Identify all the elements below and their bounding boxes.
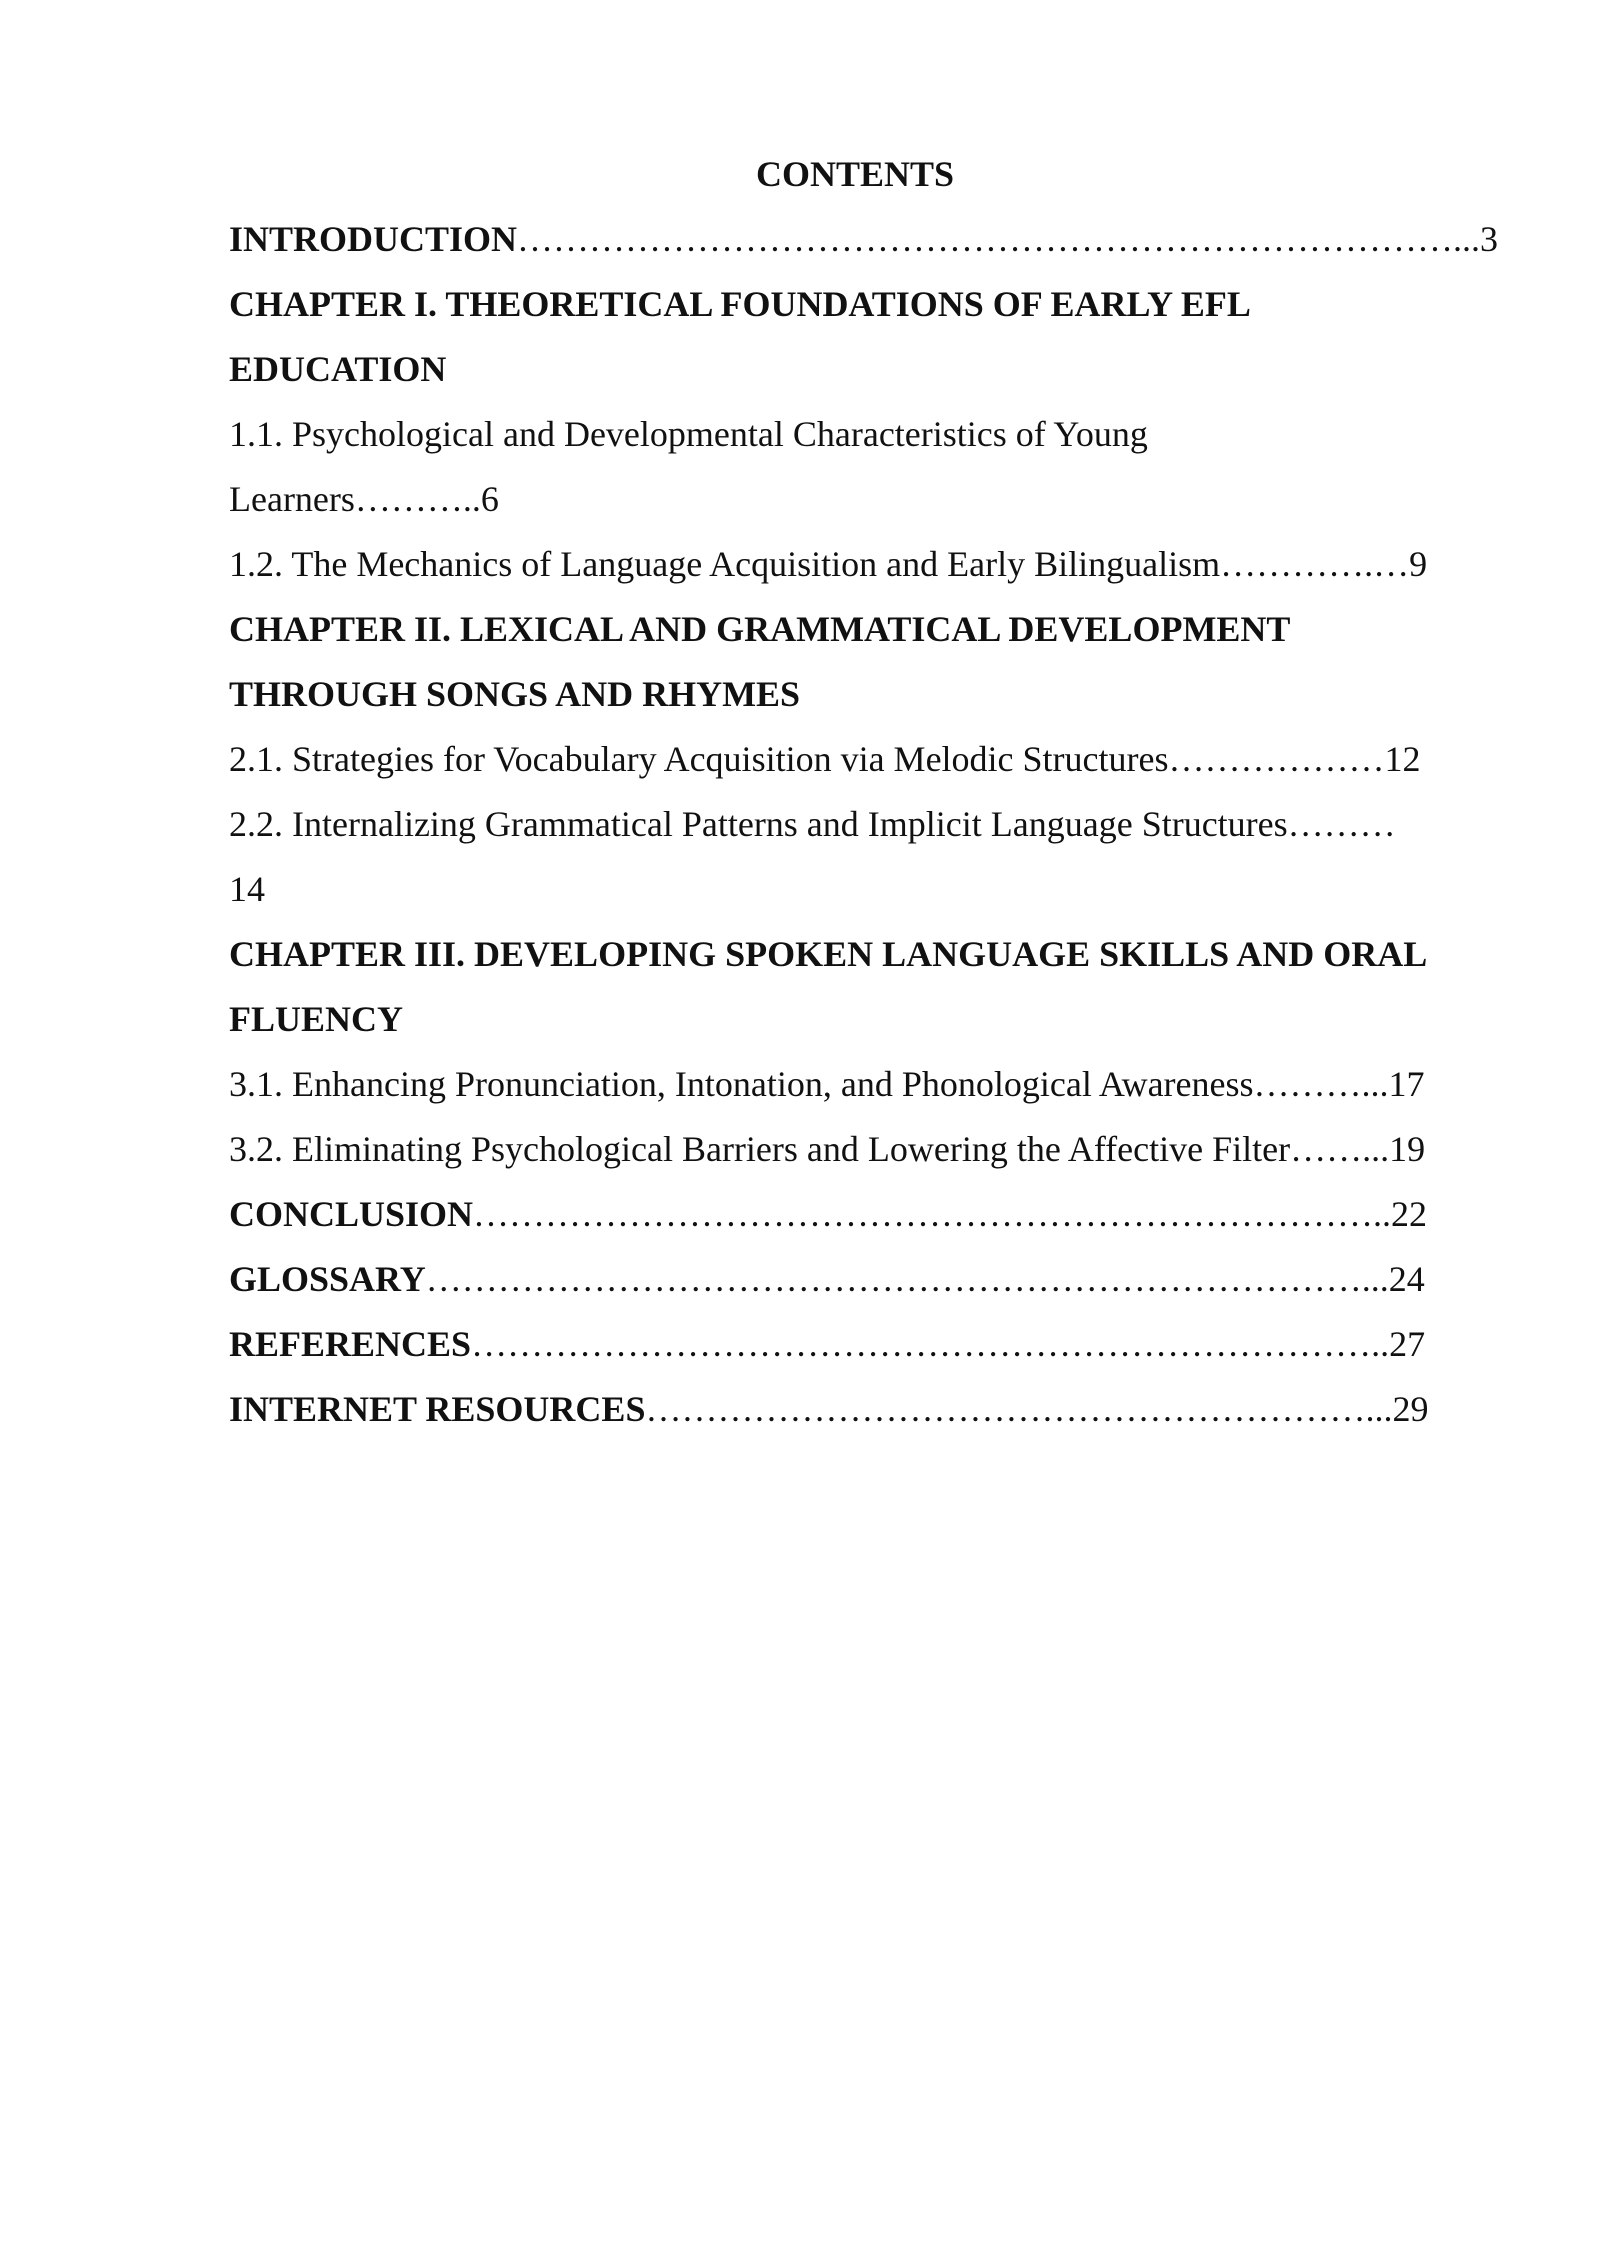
toc-section-2-2-line-1: 2.2. Internalizing Grammatical Patterns and Implicit Language Structures……… [229, 804, 1396, 844]
toc-chapter-3-heading-line-2: FLUENCY [229, 999, 404, 1039]
toc-leader: …………………………………………………………………..27 [471, 1324, 1426, 1364]
toc-entry-glossary [229, 1247, 1487, 1312]
toc-section-3-2: 3.2. Eliminating Psychological Barriers and Lowering the Affective Filter……...19 [229, 1129, 1426, 1169]
toc-chapter-3-heading-line-1: CHAPTER III. DEVELOPING SPOKEN LANGUAGE SKILLS AND ORAL [229, 934, 1428, 974]
toc-entry-conclusion [229, 1182, 1487, 1247]
toc-chapter-2-heading-line-1: CHAPTER II. LEXICAL AND GRAMMATICAL DEVELOPMENT [229, 609, 1291, 649]
toc-heading: CONCLUSION [229, 1194, 474, 1234]
toc-entry-internet-resources [229, 1377, 1487, 1442]
toc-section-1-1-line-2: Learners………..6 [229, 479, 499, 519]
toc-section-1-2: 1.2. The Mechanics of Language Acquisition and Early Bilingualism………….…9 [229, 544, 1428, 584]
toc-chapter-1-heading-line-1: CHAPTER I. THEORETICAL FOUNDATIONS OF EARLY EFL [229, 284, 1251, 324]
contents-title: CONTENTS [755, 154, 955, 194]
toc-chapter-1-heading-line-2: EDUCATION [229, 349, 447, 389]
toc-section-2-2-line-2: 14 [229, 869, 265, 909]
contents-page [229, 142, 1499, 1442]
toc-leader: ……………………………………………………...29 [645, 1389, 1429, 1429]
toc-heading: GLOSSARY [229, 1259, 426, 1299]
toc-section-1-1-line-1: 1.1. Psychological and Developmental Characteristics of Young [229, 414, 1148, 454]
toc-heading: INTERNET RESOURCES [229, 1389, 646, 1429]
toc-leader: ……………………………………………………………………...24 [425, 1259, 1425, 1299]
toc-leader: ……………………………………………………………………...3 [517, 219, 1499, 259]
toc-entry-references [229, 1312, 1487, 1377]
toc-section-2-1: 2.1. Strategies for Vocabulary Acquisition via Melodic Structures………………12 [229, 739, 1421, 779]
toc-heading: REFERENCES [229, 1324, 472, 1364]
toc-chapter-2-heading-line-2: THROUGH SONGS AND RHYMES [229, 674, 801, 714]
toc-leader: …………………………………………………………………..22 [473, 1194, 1428, 1234]
toc-heading: INTRODUCTION [229, 219, 518, 259]
toc-section-3-1: 3.1. Enhancing Pronunciation, Intonation, and Phonological Awareness………...17 [229, 1064, 1425, 1104]
toc-entry-introduction [229, 207, 1499, 272]
